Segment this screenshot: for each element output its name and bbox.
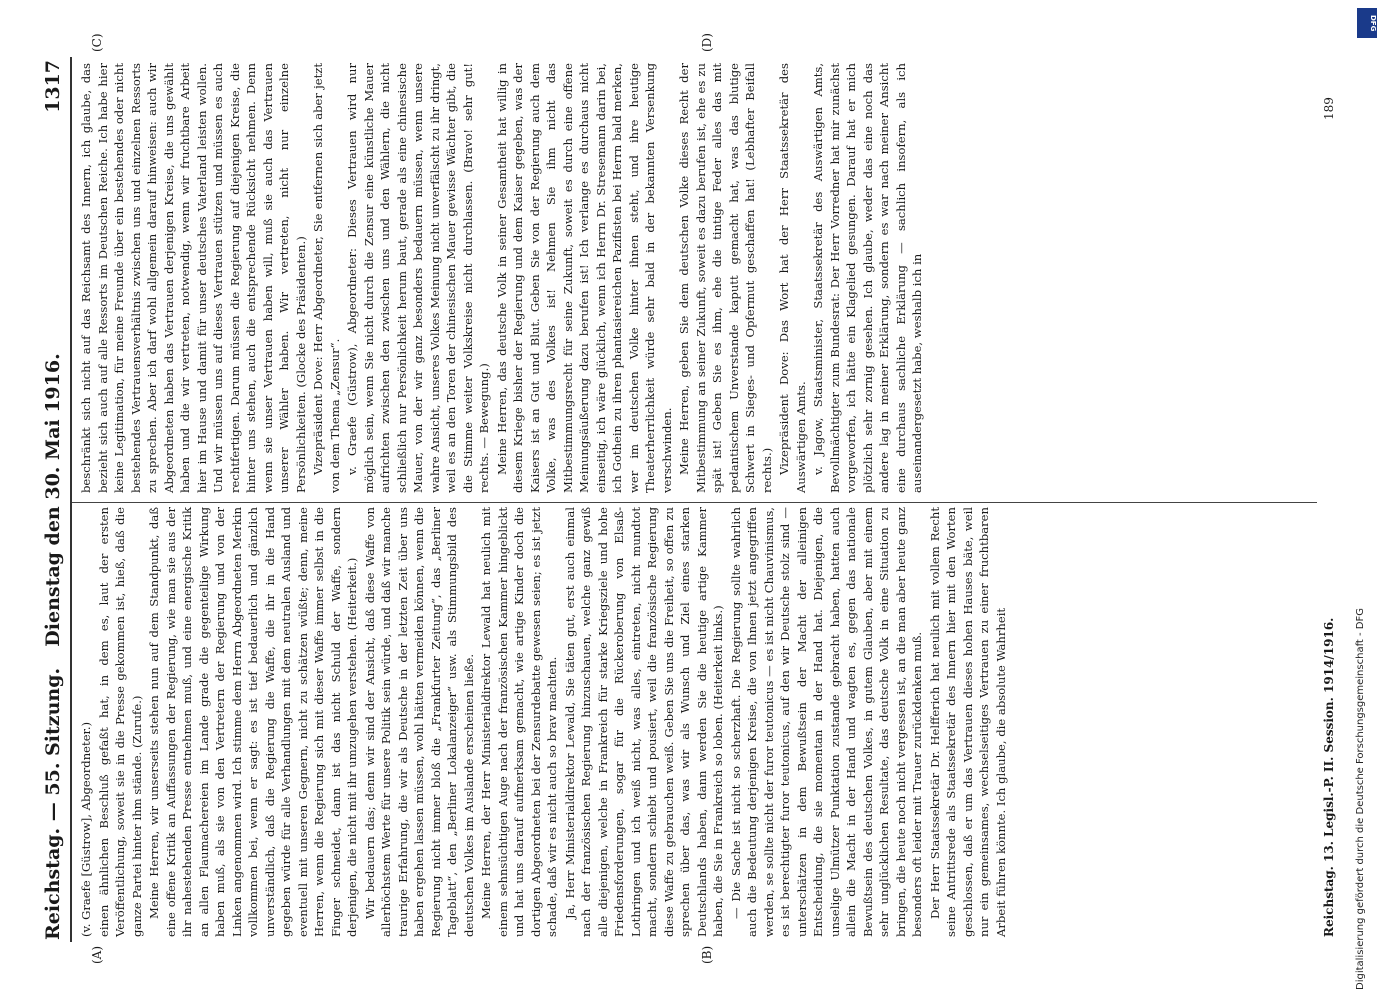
paragraph: Der Herr Staatssekretär Dr. Helfferich hat neulich mit vollem Recht seine Antrittsrede als Staatssekretär des Innern hier mit den Worten geschlossen, daß er um das Vertrauen dieses hohen Hauses bäte, weil nur ein gemeinsames, wechselseitiges Vertrauen zu einer fruchtbaren Arbeit führen könnte. Ich glaube, die absolute Wahrheit [927,507,1008,937]
header-center: Dienstag den 30. Mai 1916. [42,353,64,647]
digitization-note [1351,0,1381,1000]
paragraph: v. Graefe (Güstrow), Abgeordneter: Dieses Vertrauen wird nur möglich sein, wenn Sie nicht durch die Zensur eine künstliche Mauer aufrichten zwischen den zwischen uns und den Wählern, die nicht schließlich nur Persönlichkeit herum baut, gerade als eine chinesische Mauer, von der wir ganz besonders bedauern müssen, wenn unsere wahre Ansicht, unseres Volkes Meinung nicht unverfälscht zu ihr dringt, weil es an den Toren der chinesischen Mauer gewisse Wächter gibt, die die Stimme weiter Volkskreise nicht durchlassen. (Bravo! sehr gut! rechts. — Bewegung.) [345,63,491,493]
left-column [78,507,1010,937]
page-header [42,60,72,940]
header-page-number: 1317 [42,60,64,113]
header-rule [70,57,72,942]
sheet-number: 189 [1322,97,1336,120]
paragraph: v. Jagow, Staatsminister, Staatssekretär des Auswärtigen Amts, Bevollmächtigter zum Bundesrat: Der Herr Vorredner hat mir zunächst vorgeworfen, ich hätte ein Klagelied gesungen. Darauf hat er mich plötzlich sehr zornig gesehen. Ich glaube, weder das eine noch das andere lag in meiner Erklärung, sondern es war nach meiner Ansicht eine durchaus sachliche Erklärung — sachlich insofern, als ich auseinandergesetzt habe, weshalb ich in [811,63,924,493]
margin-mark-c: (C) [90,33,104,52]
paragraph: Vizepräsident Dove: Herr Abgeordneter, Sie entfernen sich aber jetzt von dem Thema „Zensur“. [311,63,342,493]
dfg-logo: DFG [1357,8,1377,38]
margin-mark-b: (B) [700,945,714,964]
margin-mark-d: (D) [700,33,714,52]
speaker-line: (v. Graefe [Güstrow], Abgeordneter.) [79,721,93,937]
column-divider [72,502,1317,503]
paragraph: Meine Herren, geben Sie dem deutschen Volke dieses Recht der Mitbestimmung an seiner Zukunft, soweit es dazu berufen ist, ehe es zu spät ist! Geben Sie es ihm, ehe die tintige Feder alles das mit pedantischem Unverstande kaputt gemacht hat, was das blutige Schwert in Sieges- und Opfermut geschaffen hat! (Lebhafter Beifall rechts.) [677,63,774,493]
paragraph: Meine Herren, das deutsche Volk in seiner Gesamtheit hat willig in diesem Kriege bisher der Regierung und dem Kaiser gegeben, was der Kaisers ist an Gut und Blut. Geben Sie von der Regierung auch dem Volke, was des Volkes ist! Nehmen Sie ihm nicht das Mitbestimmungsrecht für seine Zukunft, soweit es durch eine offene Meinungsäußerung dazu berufen ist! Ich verlange es durchaus nicht einseitig, ich wäre glücklich, wenn ich Herrn Dr. Stresemann darin bei, ich Gothein zu ihren phantasiereichen Pazifisten bei Herrn bald merken, wer im deutschen Volke hinter ihnen steht, und ihre heutige Theaterherrlichkeit würde sehr bald in der bekannten Versenkung verschwinden. [494,63,674,493]
header-left: Reichstag. — 55. Sitzung. [42,667,64,940]
paragraph: Wir bedauern das; denn wir sind der Ansicht, daß diese Waffe von allerhöchstem Werte für unsere Politik sein würde, und daß wir manche traurige Erfahrung, die wir als Deutsche in der letzten Zeit über uns haben ergehen lassen müssen, wohl hätten vermeiden können, wenn die Regierung nicht immer bloß die „Frankfurter Zeitung“, das „Berliner Tageblatt“, den „Berliner Lokalanzeiger“ usw. als Stimmungsbild des deutschen Volkes im Auslande erscheinen ließe. [362,507,476,937]
paragraph: — Die Sache ist nicht so scherzhaft. Die Regierung sollte wahrlich auch die Bedeutung derjenigen Kreise, die von Ihnen jetzt angegriffen werden, se sollte nicht der furor teutonicus — es ist nicht Chauvinismus, es ist berechtigter furor teutonicus, auf den wir Deutsche stolz sind — unterschätzen in dem Bewußtsein der Macht der alleinigen Entscheidung, die sie momentan in der Hand hat. Diejenigen, die unselige Ulmützer Punktation zustande gebracht haben, hatten auch allein die Macht in der Hand und wagten es, gegen das nationale Bewußtsein des deutschen Volkes, in gutem Glauben, aber mit einem sehr unglücklichen Resultate, das deutsche Volk in eine Situation zu bringen, die heute noch nicht vergessen ist, an die man aber heute ganz besonders oft leider mit Trauer zurückdenken muß. [728,507,924,937]
digitization-note-text: Digitalisierung gefördert durch die Deutsche Forschungsgemeinschaft - DFG [1355,607,1366,990]
paragraph: Meine Herren, wir unserseits stehen nun auf dem Standpunkt, daß eine offene Kritik an Auffassungen der Regierung, wie man sie aus der ihr nahestehenden Presse entnehmen muß, und eine energische Kritik an allen Flaumachereien im Lande grade die gegenteilige Wirkung haben muß, als sie von den Vertretern der Regierung und von der Linken angenommen wird. Ich stimme dem Herrn Abgeordneten Merkin vollkommen bei, wenn er sagt: es ist tief bedauerlich und gänzlich unverständlich, daß die Regierung die Waffe, die ihr in die Hand gegeben würde für alle Verhandlungen mit dem neutralen Ausland und eventuell mit unseren Gegnern, nicht zu schätzen wüßte; denn, meine Herren, wenn die Regierung sich mit dieser Waffe immer selbst in die Finger schneidet, dann ist das nicht Schuld der Waffe, sondern derjenigen, die nicht mit ihr umzugehen verstehen. (Heiterkeit.) [147,507,359,937]
page-footer: Reichstag. 13. Legisl.-P. II. Session. 1914/1916. [1322,617,1336,937]
margin-mark-a: (A) [90,945,104,964]
right-column [78,63,927,493]
paragraph: Meine Herren, der Herr Ministerialdirektor Lewald hat neulich mit einem sehnsüchtigen Auge nach der französischen Kammer hingeblickt und hat uns darauf aufmerksam gemacht, wie artige Kinder doch die dortigen Abgeordneten bei der Zensurdebatte gewesen seien; es ist jetzt schade, daß wir es nicht auch so brav machten. [479,507,559,937]
paragraph: Ja, Herr Ministerialdirektor Lewald, Sie täten gut, erst auch einmal nach der französischen Regierung hinzuschauen, welche ganz gewiß alle diejenigen, welche in Frankreich für starke Kriegsziele und hohe Friedensforderungen, sogar für die Rückeroberung von Elsaß-Lothringen und ich weiß nicht, was alles, eintreten, nicht mundtot macht, sondern schiebt und pousiert, weil die französische Regierung diese Waffe zu gebrauchen weiß. Geben Sie uns die Freiheit, so offen zu sprechen über das, was wir als Wunsch und Ziel eines starken Deutschlands haben, dann werden Sie die heutige artige Kammer haben, die Sie in Frankreich so loben. (Heiterkeit links.) [562,507,725,937]
paragraph: Vizepräsident Dove: Das Wort hat der Herr Staatssekretär des Auswärtigen Amts. [777,63,808,493]
paragraph: einen ähnlichen Beschluß gefaßt hat, in dem es, laut der ersten Veröffentlichung, soweit sie in die Presse gekommen ist, hieß, daß die ganze Partei hinter ihm stände. (Zurufe.) [96,507,144,937]
paragraph: beschränkt sich nicht auf das Reichsamt des Innern, ich glaube, das bezieht sich auch auf alle Ressorts im Deutschen Reiche. Ich habe hier keine Legitimation, für meine Freunde über ein bestehendes oder nicht bestehendes Vertrauensverhältnis zwischen uns und einzelnen Ressorts zu sprechen. Aber ich darf wohl allgemein darauf hinweisen: auch wir Abgeordneten haben das Vertrauen derjenigen Kreise, die uns gewählt haben und die wir vertreten, notwendig, wenn wir fruchtbare Arbeit hier im Hause und damit für unser deutsches Vaterland leisten wollen. Und wir müssen uns auf dieses Vertrauen stützen und müssen es auch rechtfertigen. Darum müssen die Regierung auf diejenigen Kreise, die hinter uns stehen, auch die entsprechende Rücksicht nehmen. Denn wenn sie unser Vertrauen haben will, muß sie auch das Vertrauen unserer Wähler haben. Wir vertreten, nicht nur einzelne Persönlichkeiten. (Glocke des Präsidenten.) [79,63,308,493]
